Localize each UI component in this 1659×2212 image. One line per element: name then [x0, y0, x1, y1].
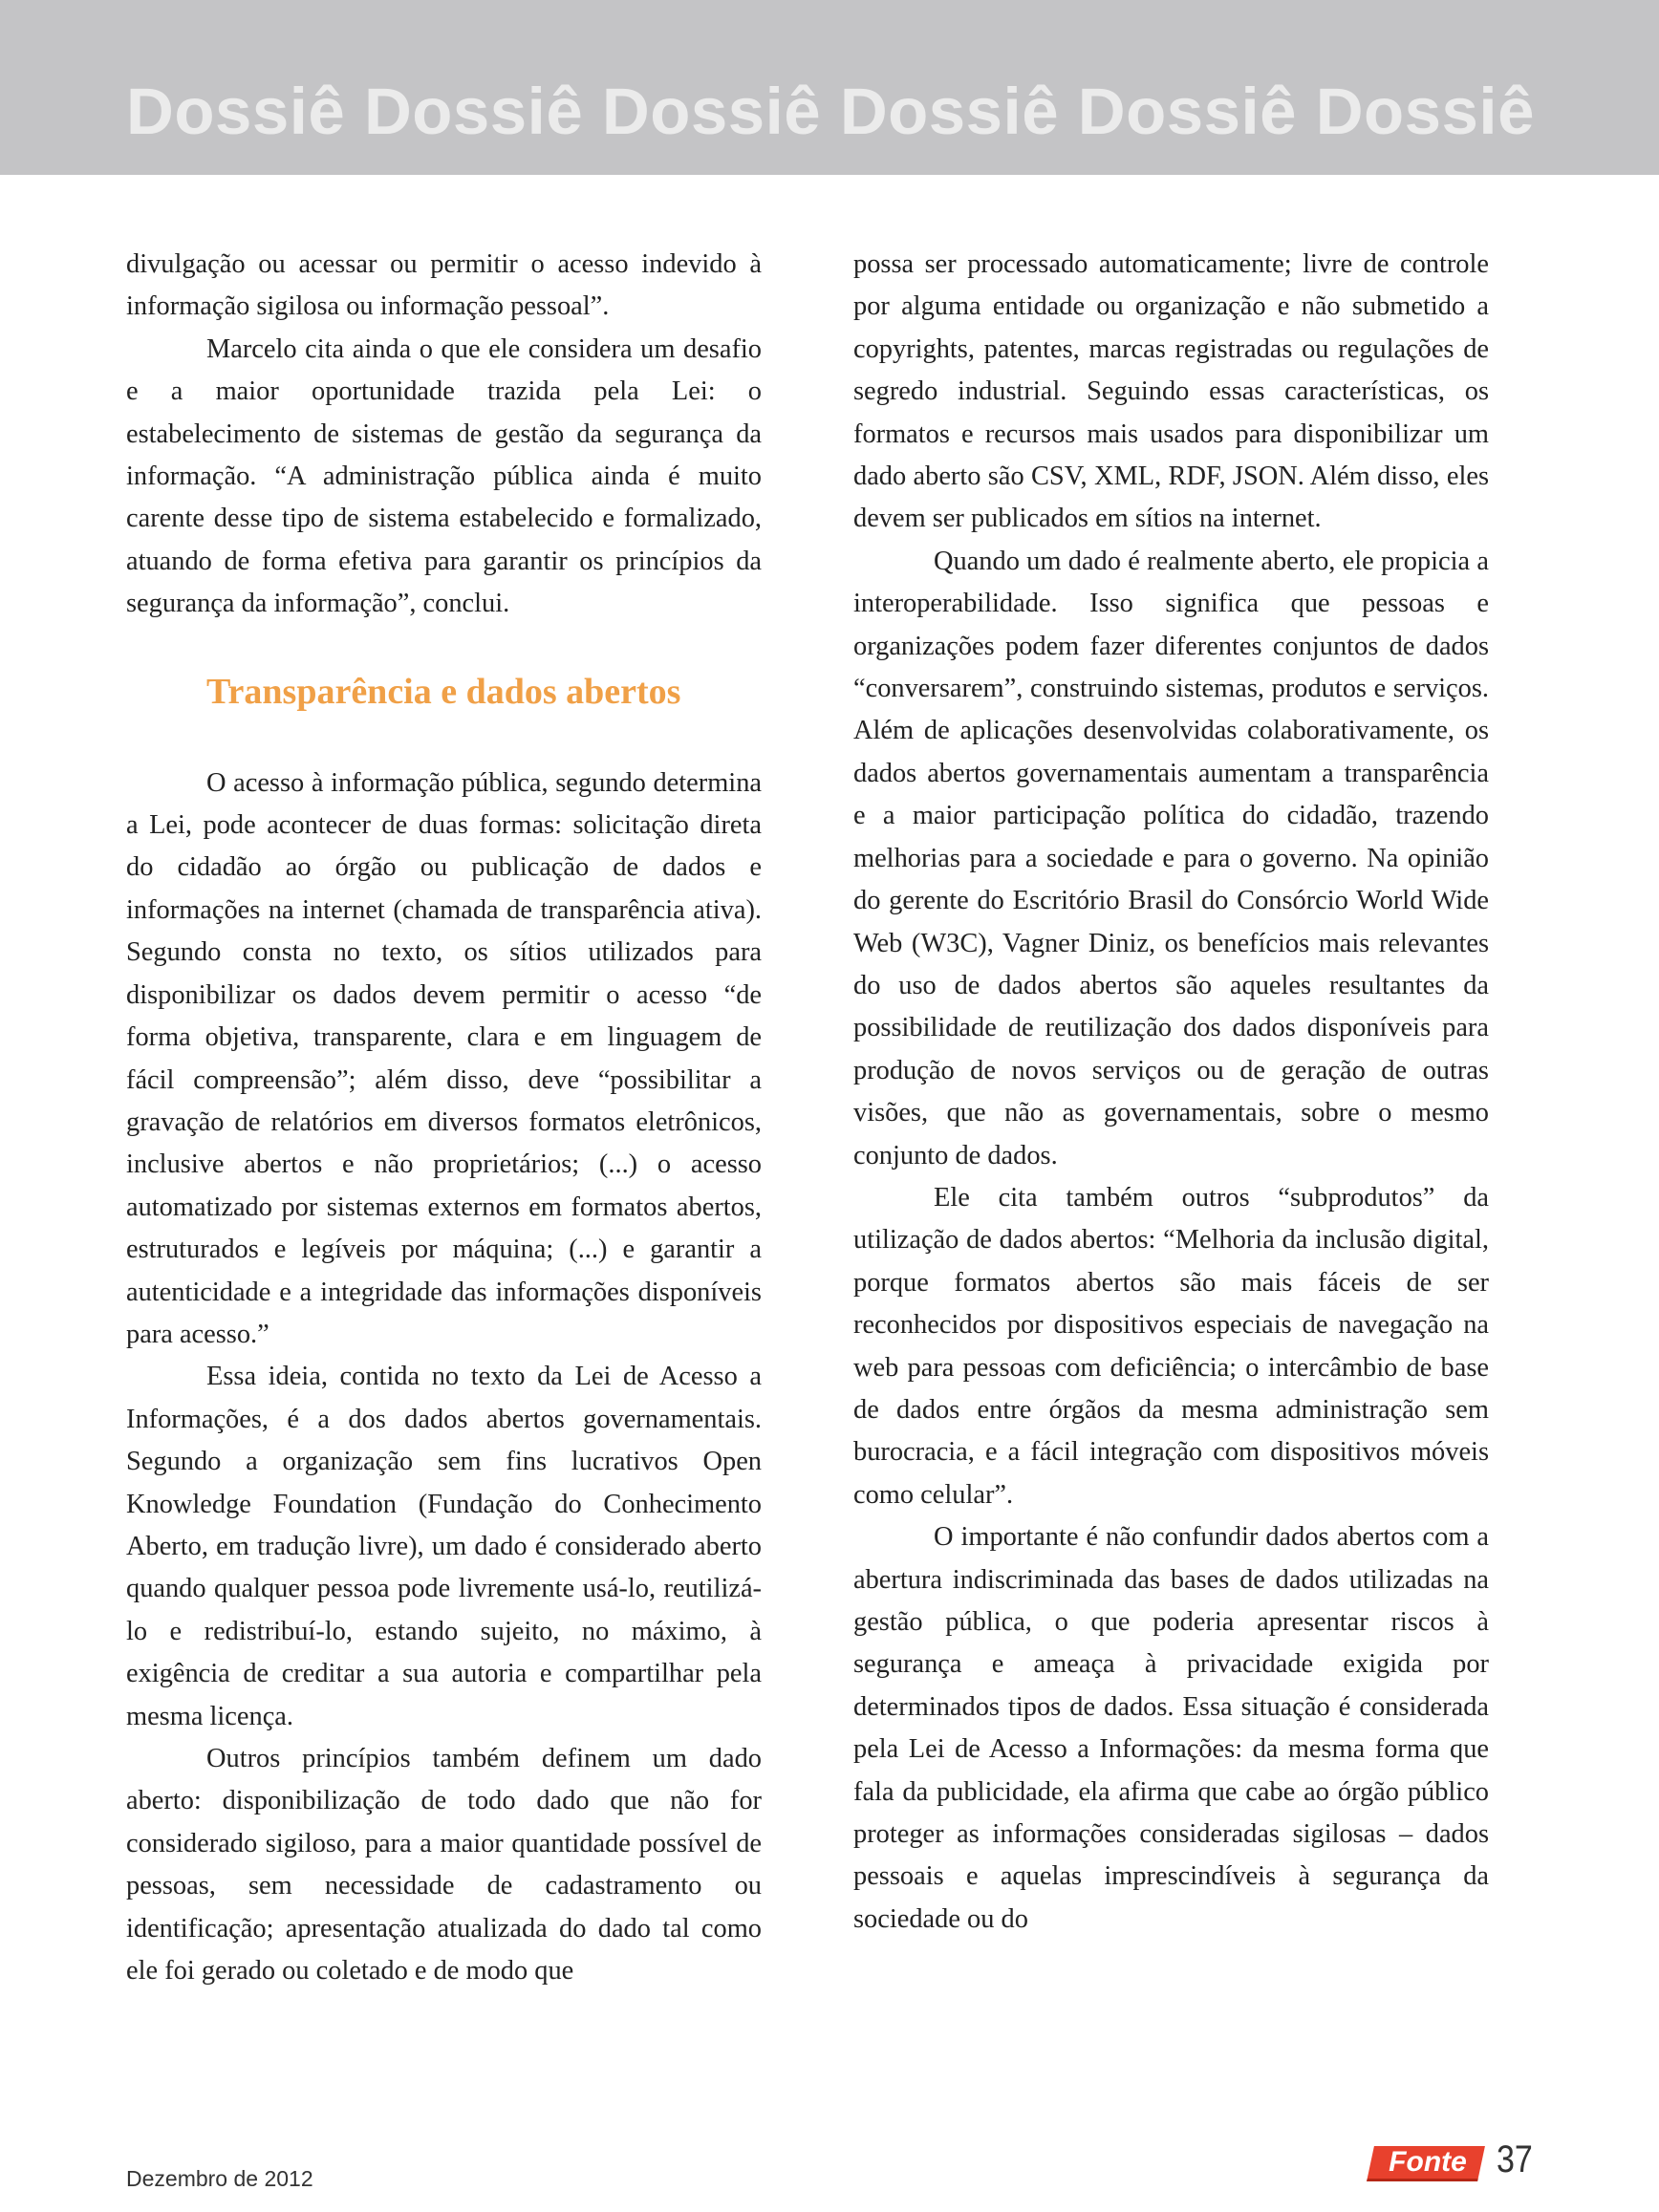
right-column — [853, 244, 1489, 1941]
paragraph: possa ser processado automaticamente; livre de controle por alguma entidade ou organização e não submetido a copyrights, patentes, marcas registradas ou regulações de segredo industrial. Seguindo essas características, os formatos e recursos mais usados para disponibilizar um dado aberto são CSV, XML, RDF, JSON. Além disso, eles devem ser publicados em sítios na internet. — [853, 249, 1489, 534]
paragraph: Outros princípios também definem um dado aberto: disponibilização de todo dado que não for considerado sigiloso, para a maior quantidade possível de pessoas, sem necessidade de cadastramento ou identificação; apresentação atualizada do dado tal como ele foi gerado ou coletado e de modo que — [126, 1744, 762, 1987]
footer-date: Dezembro de 2012 — [126, 2166, 313, 2191]
header-band — [0, 0, 1659, 175]
paragraph: Essa ideia, contida no texto da Lei de Acesso a Informações, é a dos dados abertos governamentais. Segundo a organização sem fins lucrativos Open Knowledge Foundation (Fundação do Conhecimento Aberto, em tradução livre), um dado é considerado aberto quando qualquer pessoa pode livremente usá-lo, reutilizá-lo e redistribuí-lo, estando sujeito, no máximo, à exigência de creditar a sua autoria e compartilhar pela mesma licença. — [126, 1362, 762, 1731]
paragraph: O acesso à informação pública, segundo determina a Lei, pode acontecer de duas formas: solicitação direta do cidadão ao órgão ou publicação de dados e informações na internet (chamada de transparência ativa). Segundo consta no texto, os sítios utilizados para disponibilizar os dados devem permitir o acesso “de forma objetiva, transparente, clara e em linguagem de fácil compreensão”; além disso, deve “possibilitar a gravação de relatórios em diversos formatos eletrônicos, inclusive abertos e não proprietários; (...) o acesso automatizado por sistemas externos em formatos abertos, estruturados e legíveis por máquina; (...) e garantir a autenticidade e a integridade das informações disponíveis para acesso.” — [126, 767, 762, 1349]
page-number: 37 — [1497, 2138, 1533, 2180]
section-heading: Transparência e dados abertos — [206, 671, 681, 712]
paragraph: Quando um dado é realmente aberto, ele propicia a interoperabilidade. Isso significa que pessoas e organizações podem fazer diferentes conjuntos de dados “conversarem”, construindo sistemas, produtos e serviços. Além de aplicações desenvolvidas colaborativamente, os dados abertos governamentais aumentam a transparência e a maior participação política do cidadão, trazendo melhorias para a sociedade e para o governo. Na opinião do gerente do Escritório Brasil do Consórcio World Wide Web (W3C), Vagner Diniz, os benefícios mais relevantes do uso de dados abertos são aqueles resultantes da possibilidade de reutilização dos dados disponíveis para produção de novos serviços ou de geração de outras visões, que não as governamentais, sobre o mesmo conjunto de dados. — [853, 546, 1489, 1170]
paragraph: Marcelo cita ainda o que ele considera um desafio e a maior oportunidade trazida pela Lei: o estabelecimento de sistemas de gestão da segurança da informação. “A administração pública ainda é muito carente desse tipo de sistema estabelecido e formalizado, atuando de forma efetiva para garantir os princípios da segurança da informação”, conclui. — [126, 333, 762, 619]
fonte-logo-text: Fonte — [1389, 2146, 1467, 2178]
left-column — [126, 244, 762, 1992]
paragraph: divulgação ou acessar ou permitir o acesso indevido à informação sigilosa ou informação pessoal”. — [126, 249, 762, 322]
section-banner-title: Dossiê Dossiê Dossiê Dossiê Dossiê Dossiê — [126, 75, 1535, 148]
paragraph: Ele cita também outros “subprodutos” da utilização de dados abertos: “Melhoria da inclusão digital, porque formatos abertos são mais fáceis de ser reconhecidos por dispositivos especiais de navegação na web para pessoas com deficiência; o intercâmbio de base de dados entre órgãos da mesma administração sem burocracia, e a fácil integração com dispositivos móveis como celular”. — [853, 1182, 1489, 1510]
paragraph: O importante é não confundir dados abertos com a abertura indiscriminada das bases de dados utilizadas na gestão pública, o que poderia apresentar riscos à segurança e ameaça à privacidade exigida por determinados tipos de dados. Essa situação é considerada pela Lei de Acesso a Informações: da mesma forma que fala da publicidade, ela afirma que cabe ao órgão público proteger as informações consideradas sigilosas – dados pessoais e aquelas imprescindíveis à segurança da sociedade ou do — [853, 1522, 1489, 1934]
